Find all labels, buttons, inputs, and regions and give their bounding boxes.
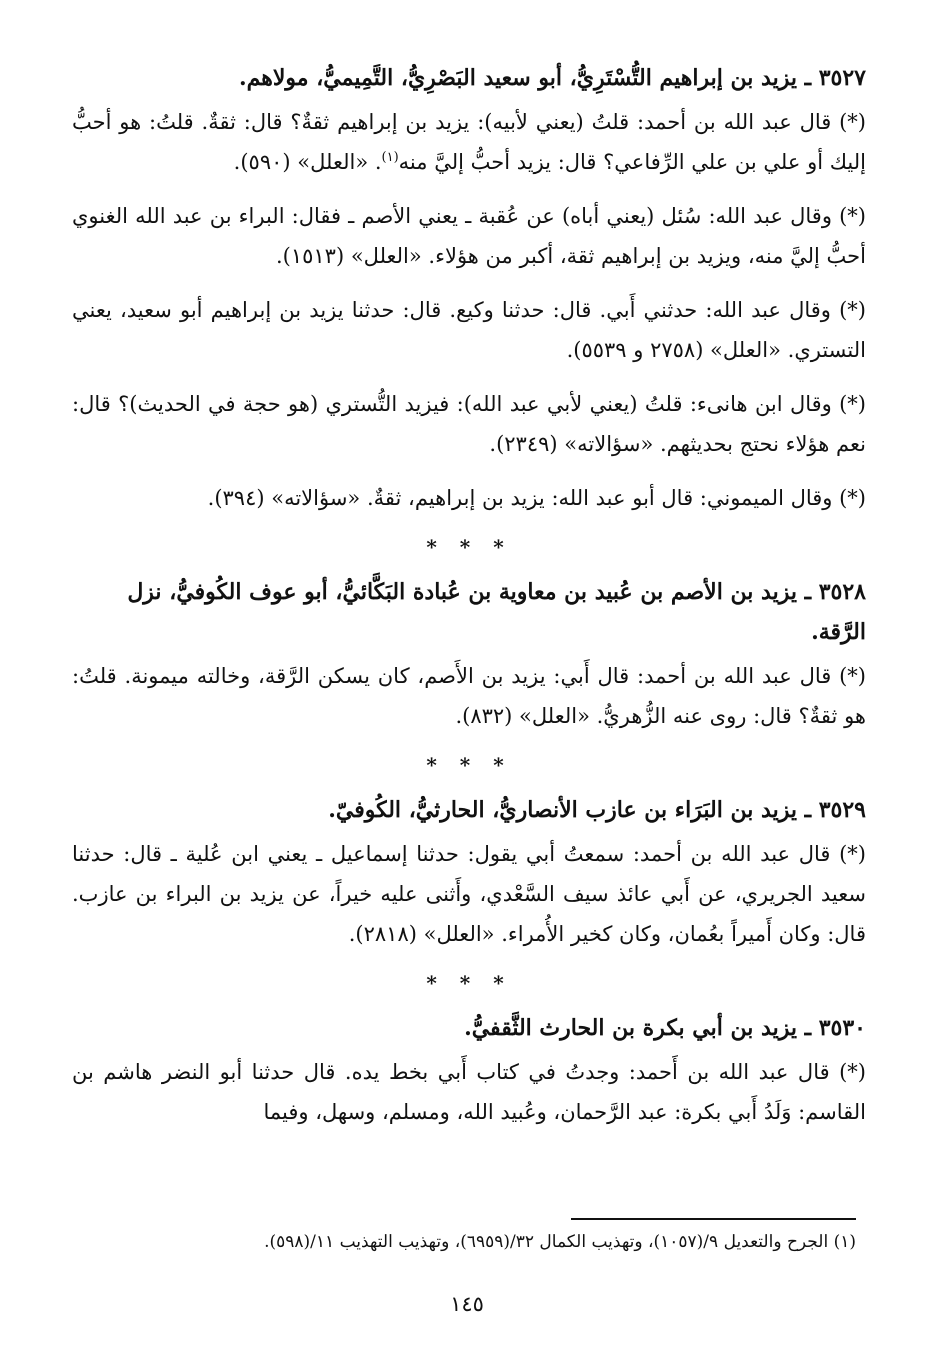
footnote-marker[interactable]: (١)	[381, 150, 399, 165]
entry-paragraph: (*) وقال الميموني: قال أبو عبد الله: يزيد بن إبراهيم، ثقةٌ. «سؤالاته» (٣٩٤).	[207, 486, 866, 510]
footnote-divider	[571, 1218, 856, 1220]
entry-title: ٣٥٢٨ ـ يزيد بن الأصم بن عُبيد بن معاوية بن عُبادة البَكَّائيُّ، أبو عوف الكُوفيُّ، نزل الرَّقة.	[127, 579, 866, 645]
section-separator: * * *	[426, 535, 512, 559]
paragraph-tail: . «العلل» (٥٩٠).	[233, 150, 382, 174]
entry-paragraph	[72, 102, 866, 182]
entry-paragraph: (*) وقال ابن هانىء: قلتُ (يعني لأبي عبد الله): فيزيد التُّستري (هو حجة في الحديث)؟ قال: نعم هؤلاء نحتج بحديثهم. «سؤالاته» (٢٣٤٩).	[72, 392, 866, 456]
entry-paragraph: (*) قال عبد الله بن أحمد: سمعتُ أبي يقول: حدثنا إسماعيل ـ يعني ابن عُلية ـ قال: حدثنا سعيد الجريري، عن أَبي عائذ سيف السَّعْدي، وأَثنى عليه خيراً، عن يزيد بن البراء بن عازب. قال: وكان أَميراً بعُمان، وكان كخير الأُمراء. «العلل» (٢٨١٨).	[72, 842, 866, 946]
section-separator: * * *	[426, 971, 512, 995]
section-separator: * * *	[426, 753, 512, 777]
entry-paragraph: (*) وقال عبد الله: سُئل (يعني أباه) عن عُقبة ـ يعني الأصم ـ فقال: البراء بن عبد الله الغنوي أحبُّ إليَّ منه، ويزيد بن إبراهيم ثقة، أكبر من هؤلاء. «العلل» (١٥١٣).	[72, 204, 866, 268]
paragraph-text: (*) قال عبد الله بن أحمد: قلتُ (يعني لأبيه): يزيد بن إبراهيم ثقةٌ؟ قال: ثقةٌ. قلتُ: هو أحبُّ إليك أو علي بن علي الرِّفاعي؟ قال: يزيد أحبُّ إليَّ منه	[72, 110, 866, 174]
page-number: ١٤٥	[450, 1292, 484, 1316]
entry-paragraph: (*) قال عبد الله بن أحمد: قال أَبي: يزيد بن الأَصم، كان يسكن الرَّقة، وخالته ميمونة. قلتُ: هو ثقةٌ؟ قال: روى عنه الزُّهريُّ. «العلل» (٨٣٢).	[72, 664, 866, 728]
entry-paragraph: (*) قال عبد الله بن أَحمد: وجدتُ في كتاب أَبي بخط يده. قال حدثنا أبو النضر هاشم بن القاسم: وَلَدُ أَبي بكرة: عبد الرَّحمان، وعُبيد الله، ومسلم، وسهل، وفيما	[72, 1060, 866, 1124]
entry-paragraph: (*) وقال عبد الله: حدثني أَبي. قال: حدثنا وكيع. قال: حدثنا يزيد بن إبراهيم أبو سعيد، يعني التستري. «العلل» (٢٧٥٨ و ٥٥٣٩).	[72, 298, 866, 362]
footnote: (١) الجرح والتعديل ٩/(١٠٥٧)، وتهذيب الكمال ٣٢/(٦٩٥٩)، وتهذيب التهذيب ١١/(٥٩٨).	[264, 1232, 856, 1252]
entry-title: ٣٥٣٠ ـ يزيد بن أبي بكرة بن الحارث الثَّقفيُّ.	[464, 1015, 866, 1041]
entry-title: ٣٥٢٧ ـ يزيد بن إبراهيم التُّسْتَرِيُّ، أبو سعيد البَصْرِيُّ، التَّمِيميُّ، مولاهم.	[238, 65, 866, 91]
entry-title: ٣٥٢٩ ـ يزيد بن البَرَاء بن عازب الأنصاريُّ، الحارثيُّ، الكُوفيّ.	[328, 797, 866, 823]
